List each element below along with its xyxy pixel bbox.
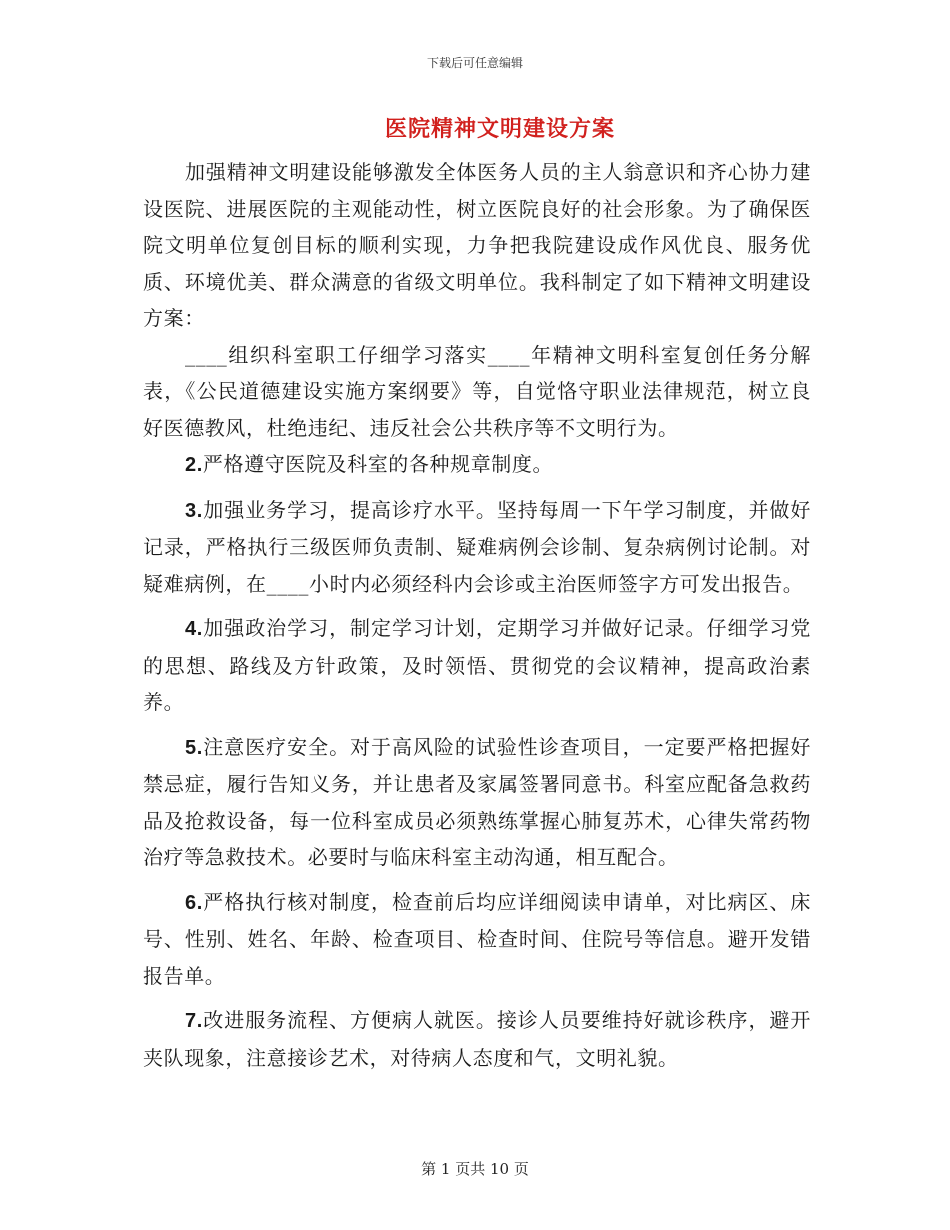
item-text: 加强政治学习，制定学习计划，定期学习并做好记录。仔细学习党的思想、路线及方针政策，及时领悟、贯彻党的会议精神，提高政治素养。	[143, 616, 811, 714]
item-text: 严格遵守医院及科室的各种规章制度。	[202, 452, 554, 476]
document-title: 医院精神文明建设方案	[384, 116, 615, 142]
item-text: 注意医疗安全。对于高风险的试验性诊查项目，一定要严格把握好禁忌症，履行告知义务，并让患者及家属签署同意书。科室应配备急救药品及抢救设备，每一位科室成员必须熟练掌握心肺复苏术，心律失常药物治疗等急救技术。必要时与临床科室主动沟通，相互配合。	[143, 734, 811, 869]
item-text: 严格执行核对制度，检查前后均应详细阅读申请单，对比病区、床号、性别、姓名、年龄、检查项目、检查时间、住院号等信息。避开发错报告单。	[143, 889, 811, 988]
item-4-paragraph	[143, 610, 811, 721]
item-number: 6.	[185, 891, 203, 914]
document-body	[143, 154, 811, 1076]
item-6-paragraph	[143, 884, 811, 995]
item-7-paragraph	[143, 1002, 811, 1076]
item-number: 4.	[185, 618, 203, 640]
item-number: 3.	[185, 499, 203, 522]
header-note: 下载后可任意编辑	[426, 56, 523, 70]
item-number: 7.	[185, 1010, 203, 1032]
intro-paragraph: 加强精神文明建设能够激发全体医务人员的主人翁意识和齐心协力建设医院、进展医院的主观能动性，树立医院良好的社会形象。为了确保医院文明单位复创目标的顺利实现，力争把我院建设成作风优良、服务优质、环境优美、群众满意的省级文明单位。我科制定了如下精神文明建设方案：	[143, 160, 811, 330]
item-number: 5.	[185, 736, 203, 759]
page-footer: 第 1 页共 10 页	[421, 1160, 529, 1178]
item-number: 2.	[185, 454, 203, 476]
item-text: 加强业务学习，提高诊疗水平。坚持每周一下午学习制度，并做好记录，严格执行三级医师负责制、疑难病例会诊制、复杂病例讨论制。对疑难病例，在____小时内必须经科内会诊或主治医师签字方可发出报告。	[143, 497, 811, 596]
item-5-paragraph	[143, 729, 811, 876]
item-2-paragraph	[143, 446, 811, 484]
item-1-paragraph: ____组织科室职工仔细学习落实____年精神文明科室复创任务分解表，《公民道德建设实施方案纲要》等，自觉恪守职业法律规范，树立良好医德教风，杜绝违纪、违反社会公共秩序等不文明行为。	[143, 342, 811, 440]
item-3-paragraph	[143, 492, 811, 603]
item-text: 改进服务流程、方便病人就医。接诊人员要维持好就诊秩序，避开夹队现象，注意接诊艺术，对待病人态度和气，文明礼貌。	[143, 1008, 811, 1070]
